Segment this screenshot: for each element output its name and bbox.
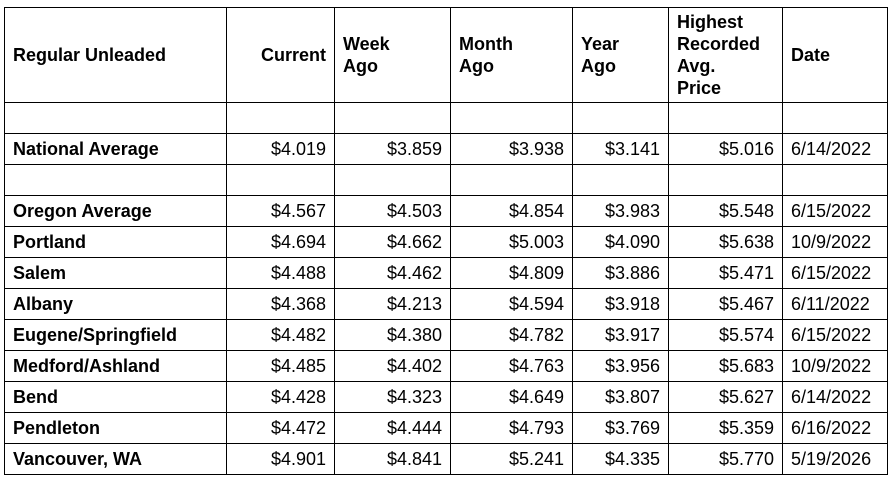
month-ago-cell: $4.763 xyxy=(451,351,573,382)
year-ago-cell: $3.918 xyxy=(573,289,669,320)
current-cell: $4.488 xyxy=(227,258,335,289)
header-highest-line-2: Recorded xyxy=(677,34,761,54)
date-cell: 10/9/2022 xyxy=(783,227,888,258)
current-cell: $4.428 xyxy=(227,382,335,413)
date-cell: 6/15/2022 xyxy=(783,258,888,289)
year-ago-cell: $3.807 xyxy=(573,382,669,413)
table-row-oregon-average xyxy=(5,196,888,227)
current-cell: $4.901 xyxy=(227,444,335,475)
table-row-vancouver-wa xyxy=(5,444,888,475)
header-year-ago xyxy=(573,8,669,103)
table-row-portland xyxy=(5,227,888,258)
region-cell: Medford/Ashland xyxy=(5,351,227,382)
table-row-medford-ashland xyxy=(5,351,888,382)
week-ago-cell: $4.213 xyxy=(335,289,451,320)
highest-price-cell: $5.638 xyxy=(669,227,783,258)
date-cell: 6/14/2022 xyxy=(783,382,888,413)
month-ago-cell: $5.241 xyxy=(451,444,573,475)
month-ago-cell: $4.793 xyxy=(451,413,573,444)
header-week-ago xyxy=(335,8,451,103)
week-ago-cell: $4.402 xyxy=(335,351,451,382)
table-row-albany xyxy=(5,289,888,320)
week-ago-cell: $4.503 xyxy=(335,196,451,227)
current-cell: $4.694 xyxy=(227,227,335,258)
year-ago-cell: $3.983 xyxy=(573,196,669,227)
date-cell: 6/14/2022 xyxy=(783,134,888,165)
current-cell: $4.368 xyxy=(227,289,335,320)
week-ago-cell: $3.859 xyxy=(335,134,451,165)
current-cell: $4.019 xyxy=(227,134,335,165)
region-cell: Portland xyxy=(5,227,227,258)
current-cell: $4.485 xyxy=(227,351,335,382)
date-cell: 6/16/2022 xyxy=(783,413,888,444)
date-cell: 6/11/2022 xyxy=(783,289,888,320)
month-ago-cell: $4.649 xyxy=(451,382,573,413)
date-cell: 6/15/2022 xyxy=(783,196,888,227)
month-ago-cell: $3.938 xyxy=(451,134,573,165)
year-ago-cell: $3.141 xyxy=(573,134,669,165)
week-ago-cell: $4.323 xyxy=(335,382,451,413)
header-date: Date xyxy=(783,8,888,103)
highest-price-cell: $5.770 xyxy=(669,444,783,475)
header-year-ago-line-2: Ago xyxy=(581,56,616,76)
month-ago-cell: $4.809 xyxy=(451,258,573,289)
year-ago-cell: $3.769 xyxy=(573,413,669,444)
region-cell: Pendleton xyxy=(5,413,227,444)
week-ago-cell: $4.444 xyxy=(335,413,451,444)
region-cell: Vancouver, WA xyxy=(5,444,227,475)
year-ago-cell: $4.090 xyxy=(573,227,669,258)
week-ago-cell: $4.462 xyxy=(335,258,451,289)
week-ago-cell: $4.380 xyxy=(335,320,451,351)
month-ago-cell: $4.594 xyxy=(451,289,573,320)
highest-price-cell: $5.574 xyxy=(669,320,783,351)
header-month-ago xyxy=(451,8,573,103)
header-week-ago-line-1: Week xyxy=(343,34,390,54)
month-ago-cell: $4.854 xyxy=(451,196,573,227)
table-row-bend xyxy=(5,382,888,413)
week-ago-cell: $4.841 xyxy=(335,444,451,475)
table-row-eugene-springfield xyxy=(5,320,888,351)
highest-price-cell: $5.548 xyxy=(669,196,783,227)
spacer-row xyxy=(5,165,888,196)
header-highest-line-3: Avg. xyxy=(677,56,716,76)
region-cell: Albany xyxy=(5,289,227,320)
header-month-ago-line-1: Month xyxy=(459,34,513,54)
header-highest-line-4: Price xyxy=(677,78,722,98)
date-cell: 10/9/2022 xyxy=(783,351,888,382)
date-cell: 6/15/2022 xyxy=(783,320,888,351)
highest-price-cell: $5.683 xyxy=(669,351,783,382)
region-cell: Bend xyxy=(5,382,227,413)
header-year-ago-line-1: Year xyxy=(581,34,620,54)
highest-price-cell: $5.627 xyxy=(669,382,783,413)
gas-price-table xyxy=(4,7,888,475)
year-ago-cell: $3.917 xyxy=(573,320,669,351)
table-row-pendleton xyxy=(5,413,888,444)
region-cell: National Average xyxy=(5,134,227,165)
region-cell: Salem xyxy=(5,258,227,289)
highest-price-cell: $5.016 xyxy=(669,134,783,165)
highest-price-cell: $5.471 xyxy=(669,258,783,289)
month-ago-cell: $4.782 xyxy=(451,320,573,351)
header-row xyxy=(5,8,888,103)
month-ago-cell: $5.003 xyxy=(451,227,573,258)
year-ago-cell: $4.335 xyxy=(573,444,669,475)
header-week-ago-line-2: Ago xyxy=(343,56,378,76)
current-cell: $4.567 xyxy=(227,196,335,227)
highest-price-cell: $5.359 xyxy=(669,413,783,444)
highest-price-cell: $5.467 xyxy=(669,289,783,320)
region-cell: Oregon Average xyxy=(5,196,227,227)
year-ago-cell: $3.956 xyxy=(573,351,669,382)
year-ago-cell: $3.886 xyxy=(573,258,669,289)
current-cell: $4.482 xyxy=(227,320,335,351)
table-row-salem xyxy=(5,258,888,289)
header-highest-line-1: Highest xyxy=(677,12,744,32)
region-cell: Eugene/Springfield xyxy=(5,320,227,351)
week-ago-cell: $4.662 xyxy=(335,227,451,258)
current-cell: $4.472 xyxy=(227,413,335,444)
spacer-row xyxy=(5,103,888,134)
header-month-ago-line-2: Ago xyxy=(459,56,494,76)
date-cell: 5/19/2026 xyxy=(783,444,888,475)
header-regular-unleaded: Regular Unleaded xyxy=(5,8,227,103)
header-highest-recorded xyxy=(669,8,783,103)
header-current: Current xyxy=(227,8,335,103)
table-row-national-average xyxy=(5,134,888,165)
